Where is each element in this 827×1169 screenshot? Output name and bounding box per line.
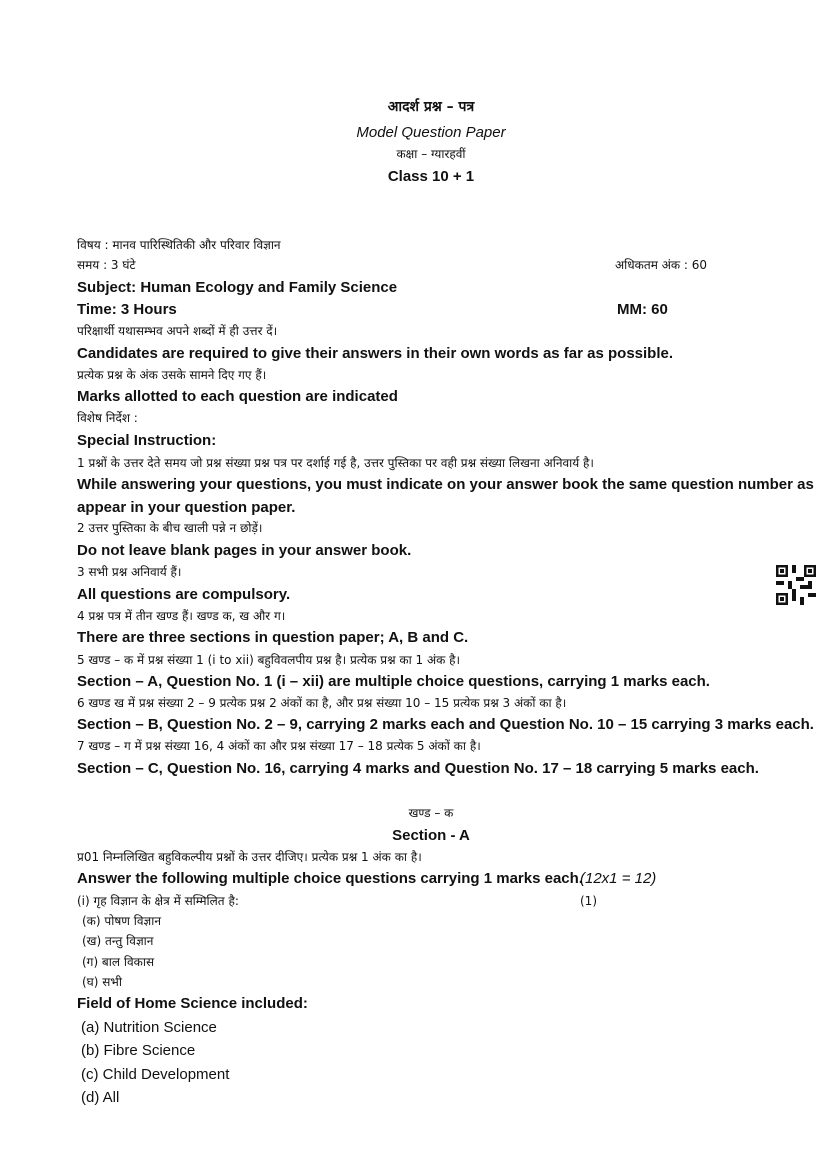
max-marks-hindi: अधिकतम अंक : 60 xyxy=(615,258,708,272)
instruction-line: Section – B, Question No. 2 – 9, carrying 2 marks each and Question No. 10 – 15 carrying 3 marks each. xyxy=(77,716,814,733)
option-english: (b) Fibre Science xyxy=(81,1042,196,1059)
section-a-heading: Section - A xyxy=(392,827,470,844)
instruction-line: Candidates are required to give their answers in their own words as far as possible. xyxy=(77,345,674,362)
option-hindi: (ग) बाल विकास xyxy=(82,955,155,969)
section-a-heading-hindi: खण्ड – क xyxy=(408,806,454,820)
instruction-line: Section – C, Question No. 16, carrying 4 marks and Question No. 17 – 18 carrying 5 marks each. xyxy=(77,760,759,777)
subject-hindi: विषय : मानव पारिस्थितिकी और परिवार विज्ञान xyxy=(77,238,281,252)
subject-english: Subject: Human Ecology and Family Science xyxy=(77,279,398,296)
qr-code xyxy=(776,565,816,605)
instruction-line: Marks allotted to each question are indicated xyxy=(77,388,398,405)
instruction-line: While answering your questions, you must indicate on your answer book the same question number as xyxy=(77,476,814,493)
time-hindi: समय : 3 घंटे xyxy=(77,258,136,272)
title-english: Model Question Paper xyxy=(356,124,506,141)
instruction-line: 6 खण्ड ख में प्रश्न संख्या 2 – 9 प्रत्येक प्रश्न 2 अंकों का है, और प्रश्न संख्या 10 – 15 प्रत्येक प्रश्न 3 अंकों का है। xyxy=(77,696,567,710)
instruction-line: 2 उत्तर पुस्तिका के बीच खाली पन्ने न छोड़ें। xyxy=(77,521,263,535)
question-1-hindi: प्र01 निम्नलिखित बहुविकल्पीय प्रश्नों के उत्तर दीजिए। प्रत्येक प्रश्न 1 अंक का है। xyxy=(77,850,422,864)
instruction-line: 3 सभी प्रश्न अनिवार्य हैं। xyxy=(77,565,182,579)
option-hindi: (घ) सभी xyxy=(82,975,122,989)
instruction-line: Do not leave blank pages in your answer book. xyxy=(77,542,412,559)
instruction-line: 7 खण्ड – ग में प्रश्न संख्या 16, 4 अंकों का और प्रश्न संख्या 17 – 18 प्रत्येक 5 अंकों का है। xyxy=(77,739,481,753)
option-english: (c) Child Development xyxy=(81,1066,230,1083)
question-i-marks: (1) xyxy=(580,894,597,908)
option-english: (a) Nutrition Science xyxy=(81,1019,217,1036)
option-english: (d) All xyxy=(81,1089,120,1106)
instruction-line: Section – A, Question No. 1 (i – xii) are multiple choice questions, carrying 1 marks each. xyxy=(77,673,710,690)
question-i-hindi: (i) गृह विज्ञान के क्षेत्र में सम्मिलित है: xyxy=(77,894,239,908)
instruction-line: 5 खण्ड – क में प्रश्न संख्या 1 (i to xii) बहुविवलपीय प्रश्न है। प्रत्येक प्रश्न का 1 अंक है। xyxy=(77,653,461,667)
instruction-line: appear in your question paper. xyxy=(77,499,296,516)
question-1-english: Answer the following multiple choice questions carrying 1 marks each. xyxy=(77,870,583,887)
option-hindi: (ख) तन्तु विज्ञान xyxy=(82,934,154,948)
instruction-line: 4 प्रश्न पत्र में तीन खण्ड हैं। खण्ड क, ख और ग। xyxy=(77,609,286,623)
question-1-marks: (12x1 = 12) xyxy=(580,870,657,887)
question-i-english: Field of Home Science included: xyxy=(77,995,308,1012)
instruction-line: विशेष निर्देश : xyxy=(77,411,138,425)
instruction-line: There are three sections in question paper; A, B and C. xyxy=(77,629,469,646)
option-hindi: (क) पोषण विज्ञान xyxy=(82,914,161,928)
instruction-line: परिक्षार्थी यथासम्भव अपने शब्दों में ही उत्तर दें। xyxy=(77,324,278,338)
max-marks-english: MM: 60 xyxy=(617,301,668,318)
instruction-line: प्रत्येक प्रश्न के अंक उसके सामने दिए गए हैं। xyxy=(77,368,267,382)
instruction-line: All questions are compulsory. xyxy=(77,586,291,603)
class-english: Class 10 + 1 xyxy=(387,168,475,185)
special-instruction-heading: Special Instruction: xyxy=(77,432,217,449)
time-english: Time: 3 Hours xyxy=(77,301,177,318)
class-hindi: कक्षा – ग्यारहवीं xyxy=(396,147,466,161)
instruction-line: 1 प्रश्नों के उत्तर देते समय जो प्रश्न संख्या प्रश्न पत्र पर दर्शाई गई है, उत्तर पुस्तिका पर वही प्रश्न संख्या लिखना अनिवार्य है। xyxy=(77,456,594,470)
title-hindi: आदर्श प्रश्न – पत्र xyxy=(387,99,475,115)
